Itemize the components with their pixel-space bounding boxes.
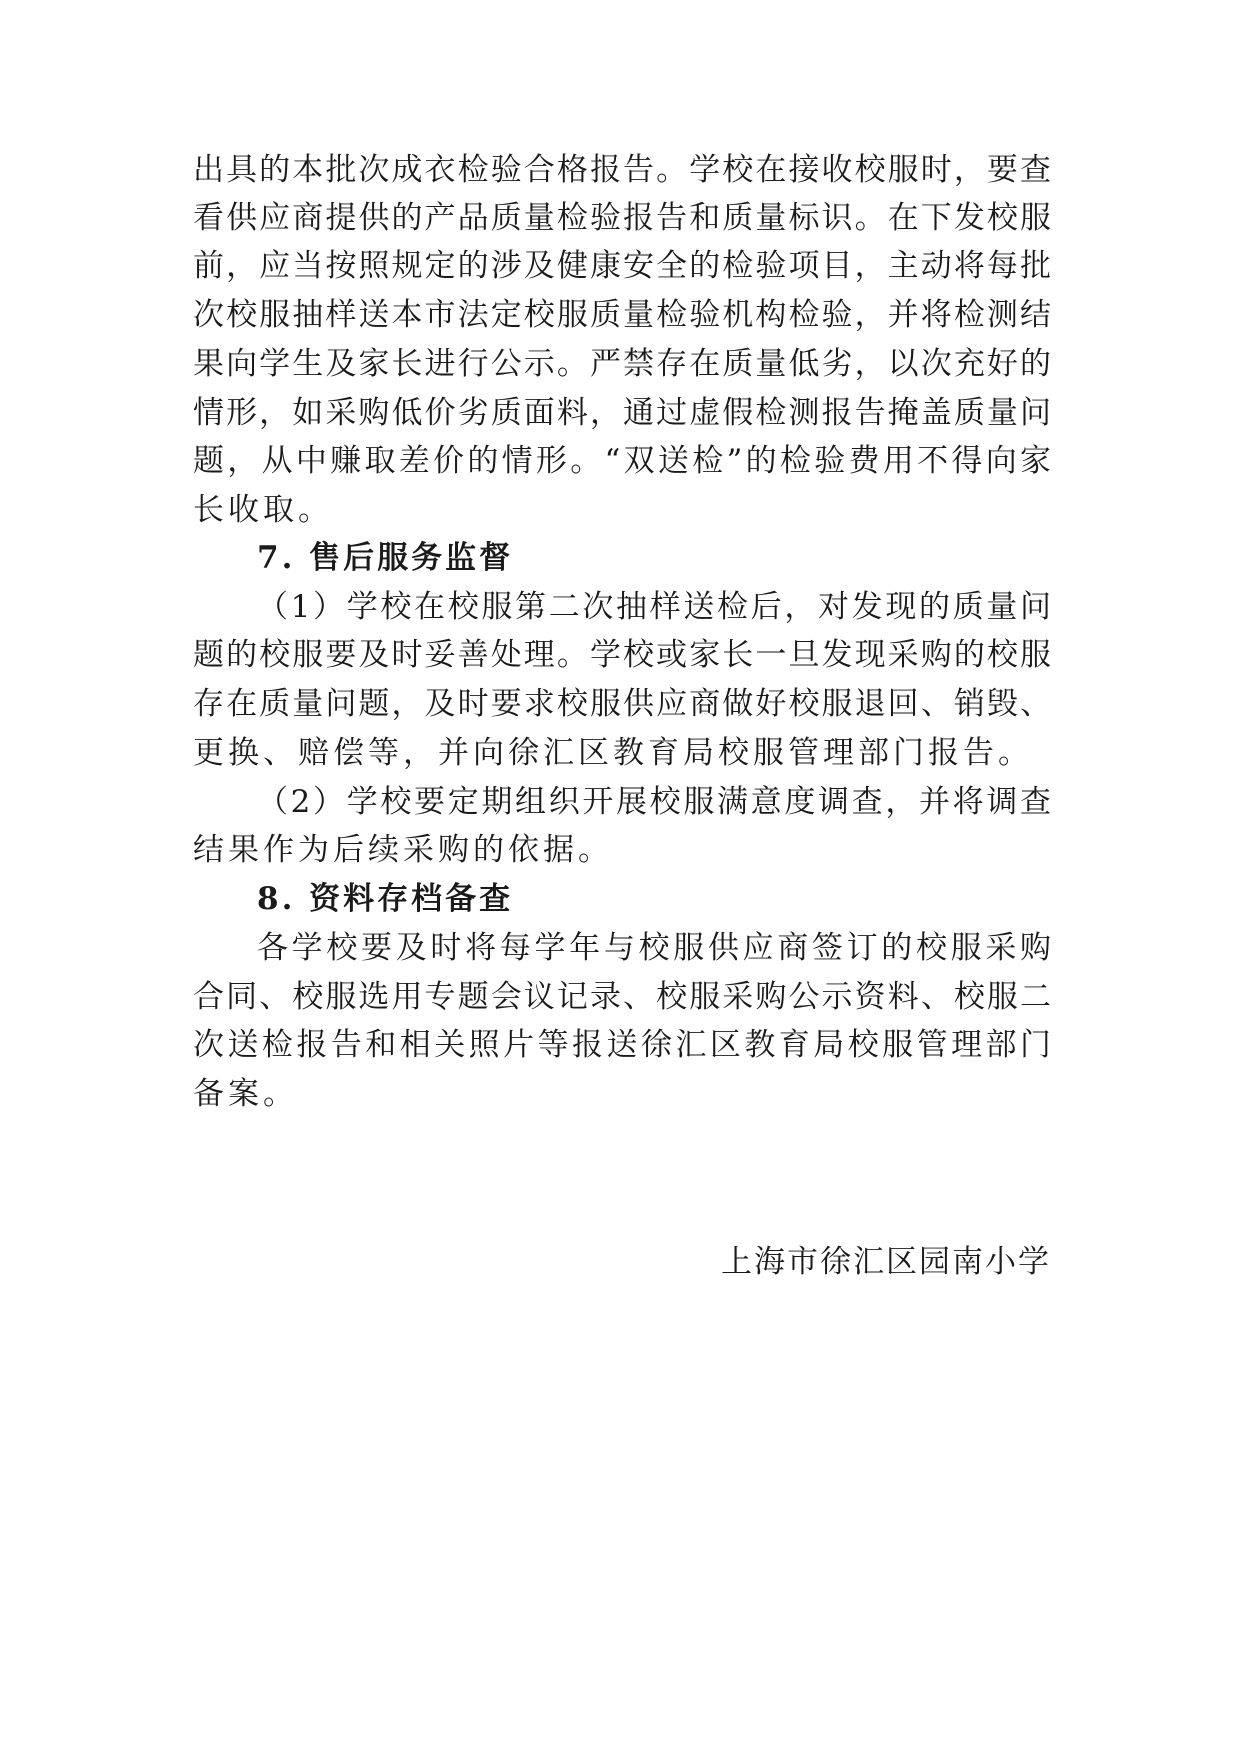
paragraph-1-line-5: 果向学生及家长进行公示。严禁存在质量低劣，以次充好的 (193, 346, 1051, 382)
paragraph-1-line-8: 长收取。 (193, 492, 333, 528)
section-8-heading: 8. 资料存档备查 (257, 881, 514, 917)
paragraph-1-line-7: 题，从中赚取差价的情形。“双送检”的检验费用不得向家 (193, 443, 1051, 479)
section-8-line-4: 备案。 (193, 1076, 298, 1112)
section-8-line-3: 次送检报告和相关照片等报送徐汇区教育局校服管理部门 (193, 1027, 1051, 1063)
section-7-item-2-line-1: （2）学校要定期组织开展校服满意度调查，并将调查 (257, 784, 1051, 820)
section-7-heading: 7. 售后服务监督 (257, 540, 514, 576)
section-8-line-2: 合同、校服选用专题会议记录、校服采购公示资料、校服二 (193, 979, 1051, 1015)
paragraph-1-line-6: 情形，如采购低价劣质面料，通过虚假检测报告掩盖质量问 (193, 395, 1051, 431)
paragraph-1-line-4: 次校服抽样送本市法定校服质量检验机构检验，并将检测结 (193, 297, 1051, 333)
paragraph-1-line-1: 出具的本批次成衣检验合格报告。学校在接收校服时，要查 (193, 152, 1051, 188)
paragraph-1-line-2: 看供应商提供的产品质量检验报告和质量标识。在下发校服 (193, 200, 1051, 236)
section-7-item-1-line-2: 题的校服要及时妥善处理。学校或家长一旦发现采购的校服 (193, 637, 1051, 673)
section-7-item-2-line-2: 结果作为后续采购的依据。 (193, 832, 613, 868)
signature-school-name: 上海市徐汇区园南小学 (721, 1244, 1051, 1280)
section-7-item-1-line-1: （1）学校在校服第二次抽样送检后，对发现的质量问 (257, 589, 1051, 625)
section-8-line-1: 各学校要及时将每学年与校服供应商签订的校服采购 (257, 930, 1051, 966)
section-7-item-1-line-3: 存在质量问题，及时要求校服供应商做好校服退回、销毁、 (193, 686, 1051, 722)
section-7-item-1-line-4: 更换、赔偿等，并向徐汇区教育局校服管理部门报告。 (193, 735, 1033, 771)
paragraph-1-line-3: 前，应当按照规定的涉及健康安全的检验项目，主动将每批 (193, 248, 1051, 284)
